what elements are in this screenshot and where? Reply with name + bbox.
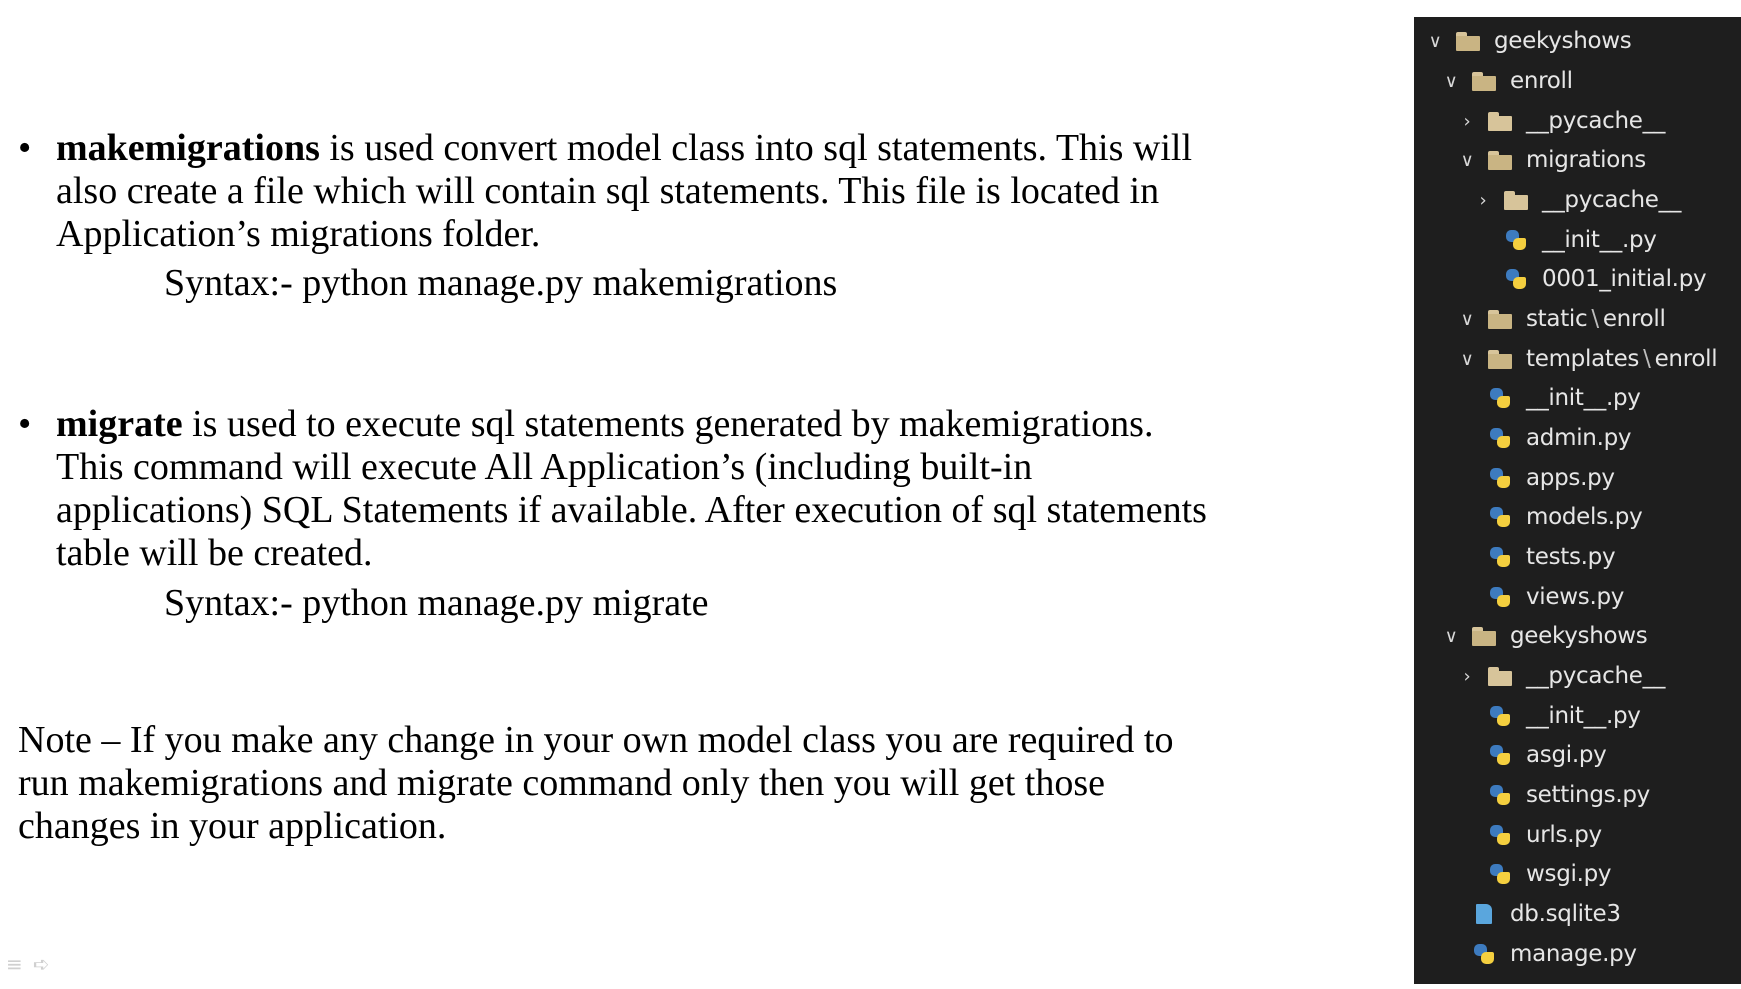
- tree-file-admin[interactable]: [1456, 418, 1631, 458]
- slide-menu-icon[interactable]: ≡: [6, 952, 23, 976]
- tree-item-label: db.sqlite3: [1510, 901, 1621, 927]
- chevron-down-icon[interactable]: ∨: [1460, 348, 1474, 370]
- python-icon: [1486, 744, 1514, 766]
- tree-item-label: __init__.py: [1542, 227, 1657, 253]
- python-icon: [1486, 506, 1514, 528]
- tree-item-label: settings.py: [1526, 782, 1650, 808]
- tree-item-label: static: [1526, 306, 1588, 332]
- tree-folder-templates-enroll[interactable]: [1456, 339, 1717, 379]
- tree-file-enroll-init[interactable]: [1456, 378, 1641, 418]
- folder-open-icon: [1470, 70, 1498, 92]
- folder-icon: [1486, 110, 1514, 132]
- tree-item-label: __pycache__: [1526, 108, 1666, 134]
- tree-item-label: asgi.py: [1526, 742, 1607, 768]
- file-explorer: [1414, 17, 1741, 984]
- note-line-3: changes in your application.: [18, 805, 447, 847]
- note-line-2: run makemigrations and migrate command only then you will get those: [18, 762, 1105, 804]
- tree-item-label: migrations: [1526, 147, 1646, 173]
- tree-file-project-init[interactable]: [1456, 696, 1641, 736]
- tree-folder-project-pycache[interactable]: [1456, 656, 1665, 696]
- tree-item-label: __pycache__: [1542, 187, 1682, 213]
- chevron-down-icon[interactable]: ∨: [1444, 70, 1458, 92]
- tree-folder-enroll[interactable]: [1440, 61, 1573, 101]
- tree-folder-migrations-pycache[interactable]: [1472, 180, 1681, 220]
- migrate-paragraph: [56, 403, 1278, 575]
- makemigrations-term: makemigrations: [56, 127, 320, 169]
- chevron-down-icon[interactable]: ∨: [1460, 149, 1474, 171]
- tree-file-0001-initial[interactable]: [1472, 259, 1706, 299]
- chevron-right-icon[interactable]: ›: [1463, 110, 1471, 132]
- note-line-1: Note – If you make any change in your own model class you are required to: [18, 719, 1174, 761]
- chevron-right-icon[interactable]: ›: [1463, 665, 1471, 687]
- chevron-right-icon[interactable]: ›: [1479, 189, 1487, 211]
- migrate-syntax: Syntax:- python manage.py migrate: [164, 582, 709, 624]
- tree-item-label: wsgi.py: [1526, 861, 1612, 887]
- tree-folder-enroll-pycache[interactable]: [1456, 101, 1665, 141]
- tree-file-views[interactable]: [1456, 577, 1624, 617]
- makemigrations-bullet: [18, 127, 1278, 256]
- makemigrations-paragraph: [56, 127, 1278, 256]
- tree-file-db-sqlite3[interactable]: [1440, 894, 1621, 934]
- slide-navigation: [6, 954, 50, 974]
- python-icon: [1470, 943, 1498, 965]
- chevron-down-icon[interactable]: ∨: [1444, 625, 1458, 647]
- python-icon: [1486, 824, 1514, 846]
- tree-item-suffix: enroll: [1602, 306, 1666, 332]
- tree-file-tests[interactable]: [1456, 537, 1615, 577]
- tree-file-asgi[interactable]: [1456, 735, 1607, 775]
- migrate-line-2: This command will execute All Application’s (including built-in: [56, 446, 1033, 488]
- tree-item-label: views.py: [1526, 584, 1625, 610]
- tree-item-label: manage.py: [1510, 941, 1637, 967]
- tree-file-apps[interactable]: [1456, 458, 1615, 498]
- tree-item-label: geekyshows: [1510, 623, 1648, 649]
- tree-item-label: __init__.py: [1526, 385, 1641, 411]
- makemigrations-line-1: is used convert model class into sql statements. This will: [319, 127, 1193, 169]
- python-icon: [1486, 387, 1514, 409]
- folder-icon: [1486, 665, 1514, 687]
- path-separator: \: [1643, 346, 1651, 372]
- migrate-line-3: applications) SQL Statements if available. After execution of sql statements: [56, 489, 1207, 531]
- tree-item-label: templates: [1526, 346, 1640, 372]
- tree-file-migrations-init[interactable]: [1472, 220, 1657, 260]
- tree-item-label: __init__.py: [1526, 703, 1641, 729]
- makemigrations-line-3: Application’s migrations folder.: [56, 213, 541, 255]
- migrate-term: migrate: [56, 403, 183, 445]
- folder-open-icon: [1486, 348, 1514, 370]
- folder-open-icon: [1486, 308, 1514, 330]
- python-icon: [1486, 467, 1514, 489]
- tree-file-models[interactable]: [1456, 497, 1642, 537]
- tree-file-wsgi[interactable]: [1456, 854, 1611, 894]
- python-icon: [1486, 546, 1514, 568]
- folder-open-icon: [1454, 30, 1482, 52]
- tree-folder-geekyshows-project[interactable]: [1440, 616, 1647, 656]
- tree-folder-static-enroll[interactable]: [1456, 299, 1666, 339]
- folder-open-icon: [1486, 149, 1514, 171]
- tree-item-label: apps.py: [1526, 465, 1615, 491]
- tree-file-manage[interactable]: [1440, 934, 1637, 974]
- migrate-bullet: [18, 403, 1278, 575]
- python-icon: [1486, 705, 1514, 727]
- migrate-line-4: table will be created.: [56, 532, 373, 574]
- tree-item-label: tests.py: [1526, 544, 1616, 570]
- python-icon: [1486, 427, 1514, 449]
- tree-item-label: __pycache__: [1526, 663, 1666, 689]
- migrate-line-1: is used to execute sql statements generated by makemigrations.: [182, 403, 1154, 445]
- tree-folder-geekyshows-root[interactable]: [1424, 21, 1631, 61]
- python-icon: [1502, 229, 1530, 251]
- folder-icon: [1502, 189, 1530, 211]
- tree-file-urls[interactable]: [1456, 815, 1602, 855]
- tree-item-label: admin.py: [1526, 425, 1632, 451]
- chevron-down-icon[interactable]: ∨: [1428, 30, 1442, 52]
- folder-open-icon: [1470, 625, 1498, 647]
- note-paragraph: [18, 719, 1278, 848]
- tree-item-label: enroll: [1510, 68, 1573, 94]
- bullet-icon: •: [18, 127, 32, 169]
- tree-file-settings[interactable]: [1456, 775, 1650, 815]
- tree-item-label: urls.py: [1526, 822, 1602, 848]
- tree-item-label: models.py: [1526, 504, 1643, 530]
- tree-item-label: geekyshows: [1494, 28, 1632, 54]
- makemigrations-line-2: also create a file which will contain sql statements. This file is located in: [56, 170, 1160, 212]
- python-icon: [1486, 784, 1514, 806]
- path-separator: \: [1591, 306, 1599, 332]
- database-icon: [1470, 903, 1498, 925]
- chevron-down-icon[interactable]: ∨: [1460, 308, 1474, 330]
- bullet-icon: •: [18, 403, 32, 445]
- tree-folder-migrations[interactable]: [1456, 140, 1646, 180]
- python-icon: [1486, 586, 1514, 608]
- tree-item-label: 0001_initial.py: [1542, 266, 1707, 292]
- python-icon: [1486, 863, 1514, 885]
- python-icon: [1502, 268, 1530, 290]
- slide-next-arrow-icon[interactable]: ➪: [32, 952, 50, 976]
- makemigrations-syntax: Syntax:- python manage.py makemigrations: [164, 262, 838, 304]
- tree-item-suffix: enroll: [1654, 346, 1718, 372]
